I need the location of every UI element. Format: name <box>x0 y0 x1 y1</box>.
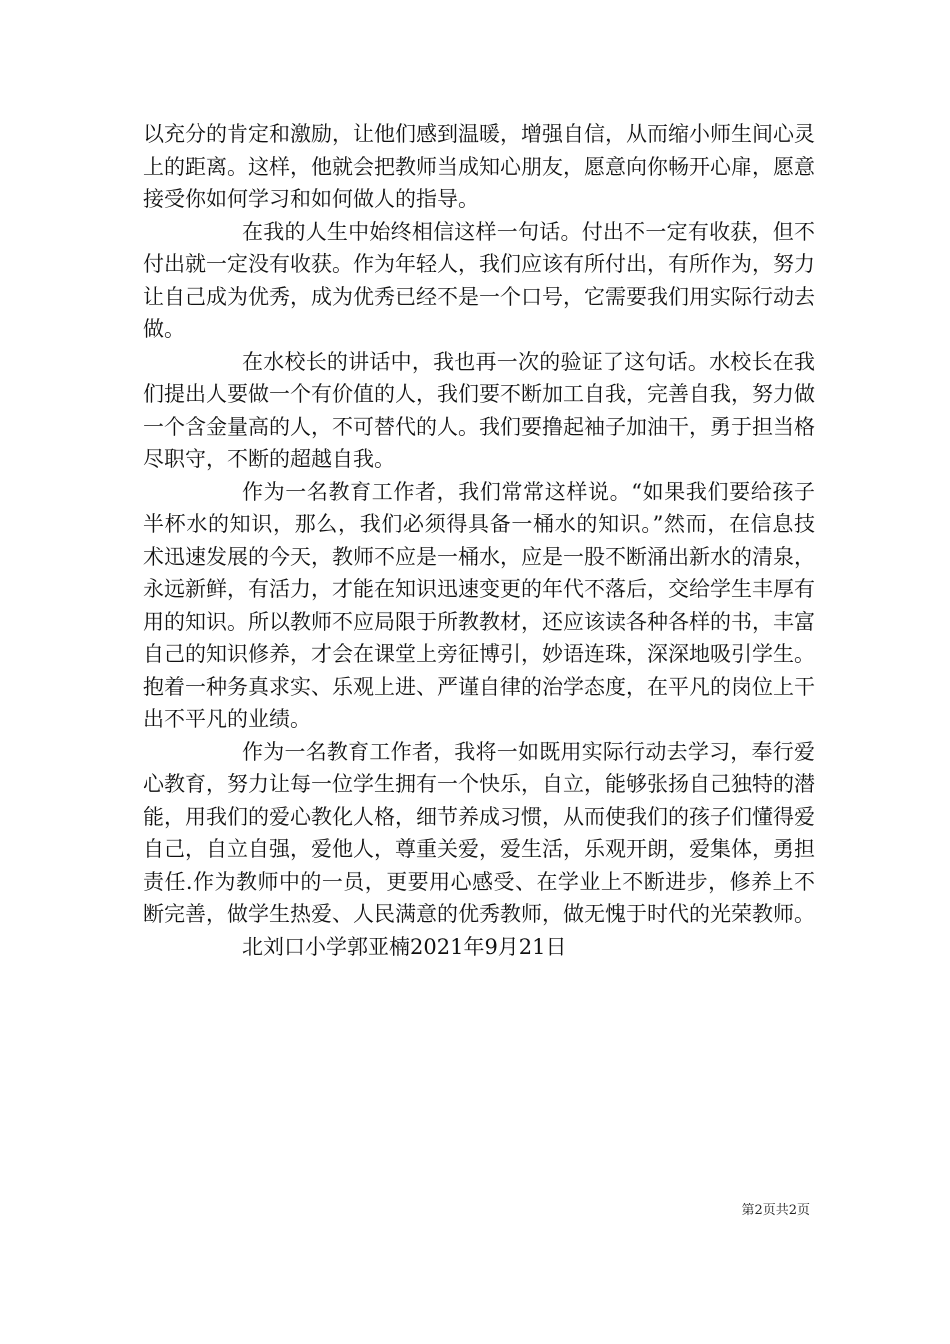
paragraph-5: 作为一名教育工作者，我将一如既用实际行动去学习，奉行爱心教育，努力让每一位学生拥有一个快乐，自立，能够张扬自己独特的潜能，用我们的爱心教化人格，细节养成习惯，从而使我们的孩子们懂得爱自己，自立自强，爱他人，尊重关爱，爱生活，乐观开朗，爱集体，勇担责任.作为教师中的一员，更要用心感受、在学业上不断进步，修养上不断完善，做学生热爱、人民满意的优秀教师，做无愧于时代的光荣教师。 <box>143 739 815 926</box>
signature-line: 北刘口小学郭亚楠2021年9月21日 <box>242 934 567 959</box>
page-number: 第2页共2页 <box>741 1203 810 1218</box>
body-text <box>143 118 815 963</box>
paragraph-2: 在我的人生中始终相信这样一句话。付出不一定有收获，但不付出就一定没有收获。作为年轻人，我们应该有所付出，有所作为，努力让自己成为优秀，成为优秀已经不是一个口号，它需要我们用实际行动去做。 <box>143 219 815 341</box>
paragraph-4: 作为一名教育工作者，我们常常这样说。“如果我们要给孩子半杯水的知识，那么，我们必须得具备一桶水的知识。”然而，在信息技术迅速发展的今天，教师不应是一桶水，应是一股不断涌出新水的清泉，永远新鲜，有活力，才能在知识迅速变更的年代不落后，交给学生丰厚有用的知识。所以教师不应局限于所教教材，还应该读各种各样的书，丰富自己的知识修养，才会在课堂上旁征博引，妙语连珠，深深地吸引学生。抱着一种务真求实、乐观上进、严谨自律的治学态度，在平凡的岗位上干出不平凡的业绩。 <box>143 479 815 731</box>
paragraph-3: 在水校长的讲话中，我也再一次的验证了这句话。水校长在我们提出人要做一个有价值的人，我们要不断加工自我，完善自我，努力做一个含金量高的人，不可替代的人。我们要撸起袖子加油干，勇于担当格尽职守，不断的超越自我。 <box>143 349 815 471</box>
paragraph-1: 以充分的肯定和激励，让他们感到温暖，增强自信，从而缩小师生间心灵上的距离。这样，他就会把教师当成知心朋友，愿意向你畅开心扉，愿意接受你如何学习和如何做人的指导。 <box>143 122 815 211</box>
